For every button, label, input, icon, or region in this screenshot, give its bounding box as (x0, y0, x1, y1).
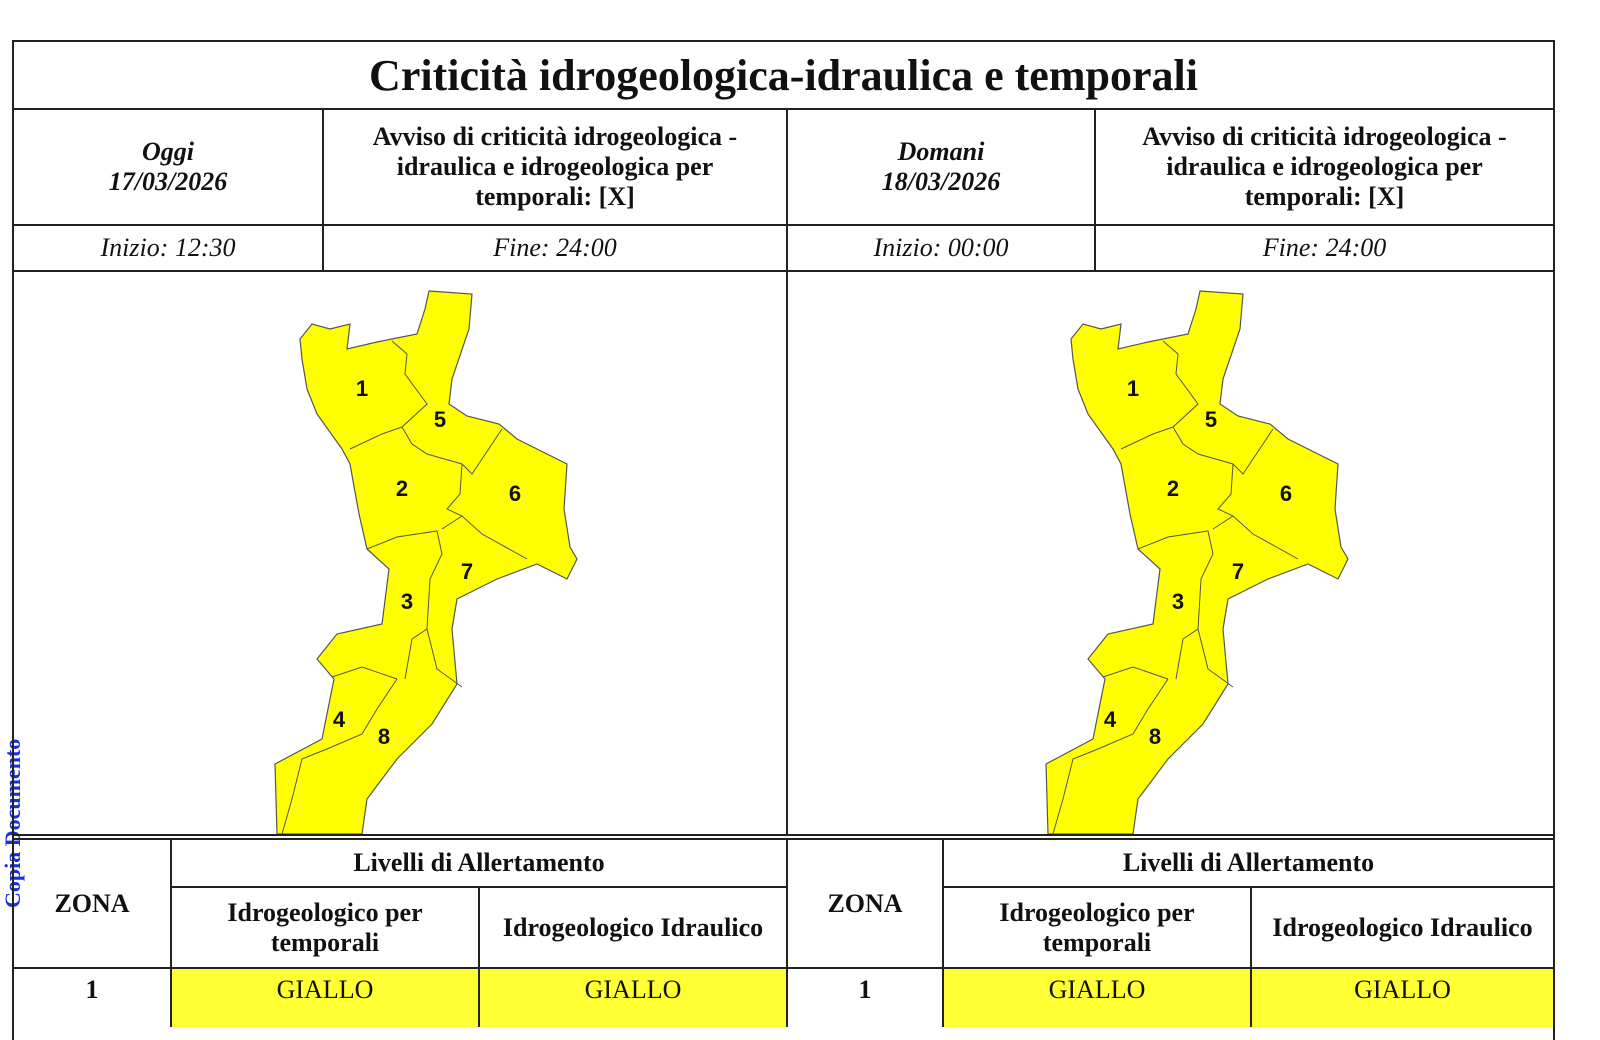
region-outline (275, 291, 577, 834)
zone-label: 7 (1231, 559, 1245, 584)
today-zone-map (262, 279, 582, 834)
zone-label: 1 (1126, 376, 1140, 401)
side-watermark-text: Copia Documento (0, 738, 25, 908)
tomorrow-end: Fine: 24:00 (1094, 224, 1553, 270)
idraulico-header: Idrogeologico Idraulico (1250, 886, 1553, 967)
zone-label: 2 (1166, 476, 1180, 501)
zone-label: 8 (1148, 724, 1162, 749)
today-avviso: Avviso di criticità idrogeologica - idraulica e idrogeologica per temporali: [X] (322, 108, 786, 224)
zone-label: 2 (395, 476, 409, 501)
zone-label: 8 (377, 724, 391, 749)
zone-label: 7 (460, 559, 474, 584)
day-date: 18/03/2026 (881, 167, 1001, 196)
zone-label: 5 (1204, 407, 1218, 432)
zone-cell: 1 (786, 967, 942, 1027)
zone-label: 3 (1171, 589, 1185, 614)
day-date: 17/03/2026 (108, 167, 228, 196)
livelli-header: Livelli di Allertamento (942, 840, 1553, 886)
page-title: Criticità idrogeologica-idraulica e temporali (369, 50, 1198, 100)
day-label: Domani (897, 137, 985, 166)
idraulico-level: GIALLO (478, 967, 786, 1027)
tomorrow-avviso: Avviso di criticità idrogeologica - idraulica e idrogeologica per temporali: [X] (1094, 108, 1553, 224)
zona-header: ZONA (786, 840, 942, 967)
zone-label: 6 (508, 481, 522, 506)
livelli-header: Livelli di Allertamento (170, 840, 786, 886)
zone-cell: 1 (14, 967, 170, 1027)
temporali-level: GIALLO (170, 967, 478, 1027)
today-header (14, 108, 322, 224)
today-start: Inizio: 12:30 (14, 224, 322, 270)
zone-label: 4 (1103, 707, 1117, 732)
zone-label: 3 (400, 589, 414, 614)
day-label: Oggi (142, 137, 194, 166)
zone-label: 5 (433, 407, 447, 432)
temporali-header: Idrogeologico per temporali (170, 886, 478, 967)
idraulico-header: Idrogeologico Idraulico (478, 886, 786, 967)
zona-header: ZONA (54, 888, 130, 918)
tomorrow-zone-map (1033, 279, 1353, 834)
temporali-level: GIALLO (942, 967, 1250, 1027)
tomorrow-start: Inizio: 00:00 (786, 224, 1094, 270)
today-end: Fine: 24:00 (322, 224, 786, 270)
bulletin-table (12, 40, 1555, 1040)
temporali-header: Idrogeologico per temporali (942, 886, 1250, 967)
zone-label: 6 (1279, 481, 1293, 506)
region-outline (1046, 291, 1348, 834)
zone-label: 4 (332, 707, 346, 732)
zone-label: 1 (355, 376, 369, 401)
idraulico-level: GIALLO (1250, 967, 1553, 1027)
tomorrow-header (786, 108, 1094, 224)
